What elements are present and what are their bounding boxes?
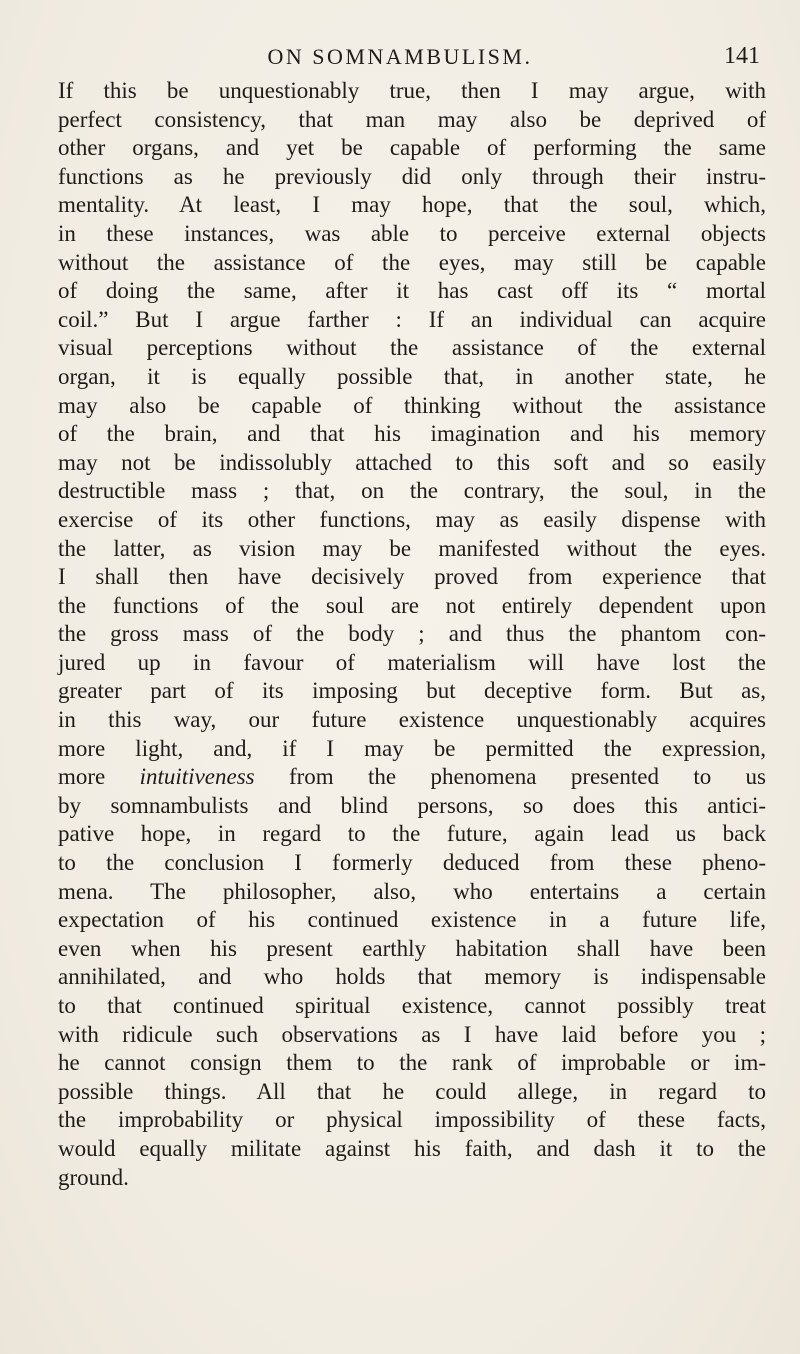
text-line: jured up in favour of materialism will have lost the — [58, 649, 766, 675]
text-line: coil.” But I argue farther : If an individual can acquire — [58, 306, 766, 332]
body-paragraph — [58, 77, 766, 1192]
text-line: exercise of its other functions, may as easily dispense with — [58, 506, 766, 532]
text-line: organ, it is equally possible that, in another state, he — [58, 363, 766, 389]
text-line: the improbability or physical impossibility of these facts, — [58, 1107, 766, 1133]
text-line: in these instances, was able to perceive external objects — [58, 220, 766, 246]
text-line: functions as he previously did only through their instru- — [58, 163, 766, 189]
text-line: the latter, as vision may be manifested without the eyes. — [58, 535, 766, 561]
text-line: he cannot consign them to the rank of improbable or im- — [58, 1050, 766, 1076]
text-line: without the assistance of the eyes, may still be capable — [58, 249, 766, 275]
text-line: with ridicule such observations as I have laid before you ; — [58, 1021, 766, 1047]
text-line-with-italic — [58, 763, 766, 792]
text-line: expectation of his continued existence in a future life, — [58, 907, 766, 933]
line-rest: from the phenomena presented to us — [288, 764, 767, 790]
text-line: by somnambulists and blind persons, so does this antici- — [58, 792, 766, 818]
text-line: the functions of the soul are not entirely dependent upon — [58, 592, 766, 618]
text-line: may not be indissolubly attached to this soft and so easily — [58, 449, 766, 475]
italic-term: intuitiveness — [139, 764, 255, 790]
text-line: even when his present earthly habitation shall have been — [58, 935, 766, 961]
text-line: may also be capable of thinking without the assistance — [58, 392, 766, 418]
text-line: would equally militate against his faith, and dash it to the — [58, 1135, 766, 1161]
text-line: of the brain, and that his imagination and his memory — [58, 421, 766, 447]
text-line: other organs, and yet be capable of performing the same — [58, 135, 766, 161]
text-line: to the conclusion I formerly deduced from these pheno- — [58, 850, 766, 876]
line-prefix: more — [58, 764, 106, 790]
text-line: possible things. All that he could allege, in regard to — [58, 1078, 766, 1104]
text-line: annihilated, and who holds that memory is indispensable — [58, 964, 766, 990]
text-line-final: ground. — [58, 1164, 129, 1190]
page-number: 141 — [724, 43, 760, 69]
text-line: the gross mass of the body ; and thus the phantom con- — [58, 621, 766, 647]
running-head — [0, 44, 800, 74]
text-line: I shall then have decisively proved from experience that — [58, 564, 766, 590]
text-line: perfect consistency, that man may also be deprived of — [58, 106, 766, 132]
text-line: greater part of its imposing but deceptive form. But as, — [58, 678, 766, 704]
text-line: destructible mass ; that, on the contrary, the soul, in the — [58, 478, 766, 504]
text-line: in this way, our future existence unquestionably acquires — [58, 707, 766, 733]
text-line: mentality. At least, I may hope, that the soul, which, — [58, 192, 766, 218]
text-line: visual perceptions without the assistance of the external — [58, 335, 766, 361]
text-line: pative hope, in regard to the future, again lead us back — [58, 821, 766, 847]
text-line: If this be unquestionably true, then I may argue, with — [58, 78, 766, 103]
text-line: mena. The philosopher, also, who entertains a certain — [58, 878, 766, 904]
text-line: of doing the same, after it has cast off its “ mortal — [58, 278, 766, 304]
text-line: to that continued spiritual existence, cannot possibly treat — [58, 993, 766, 1018]
running-title: ON SOMNAMBULISM. — [267, 44, 533, 69]
text-line: more light, and, if I may be permitted the expression, — [58, 735, 766, 761]
